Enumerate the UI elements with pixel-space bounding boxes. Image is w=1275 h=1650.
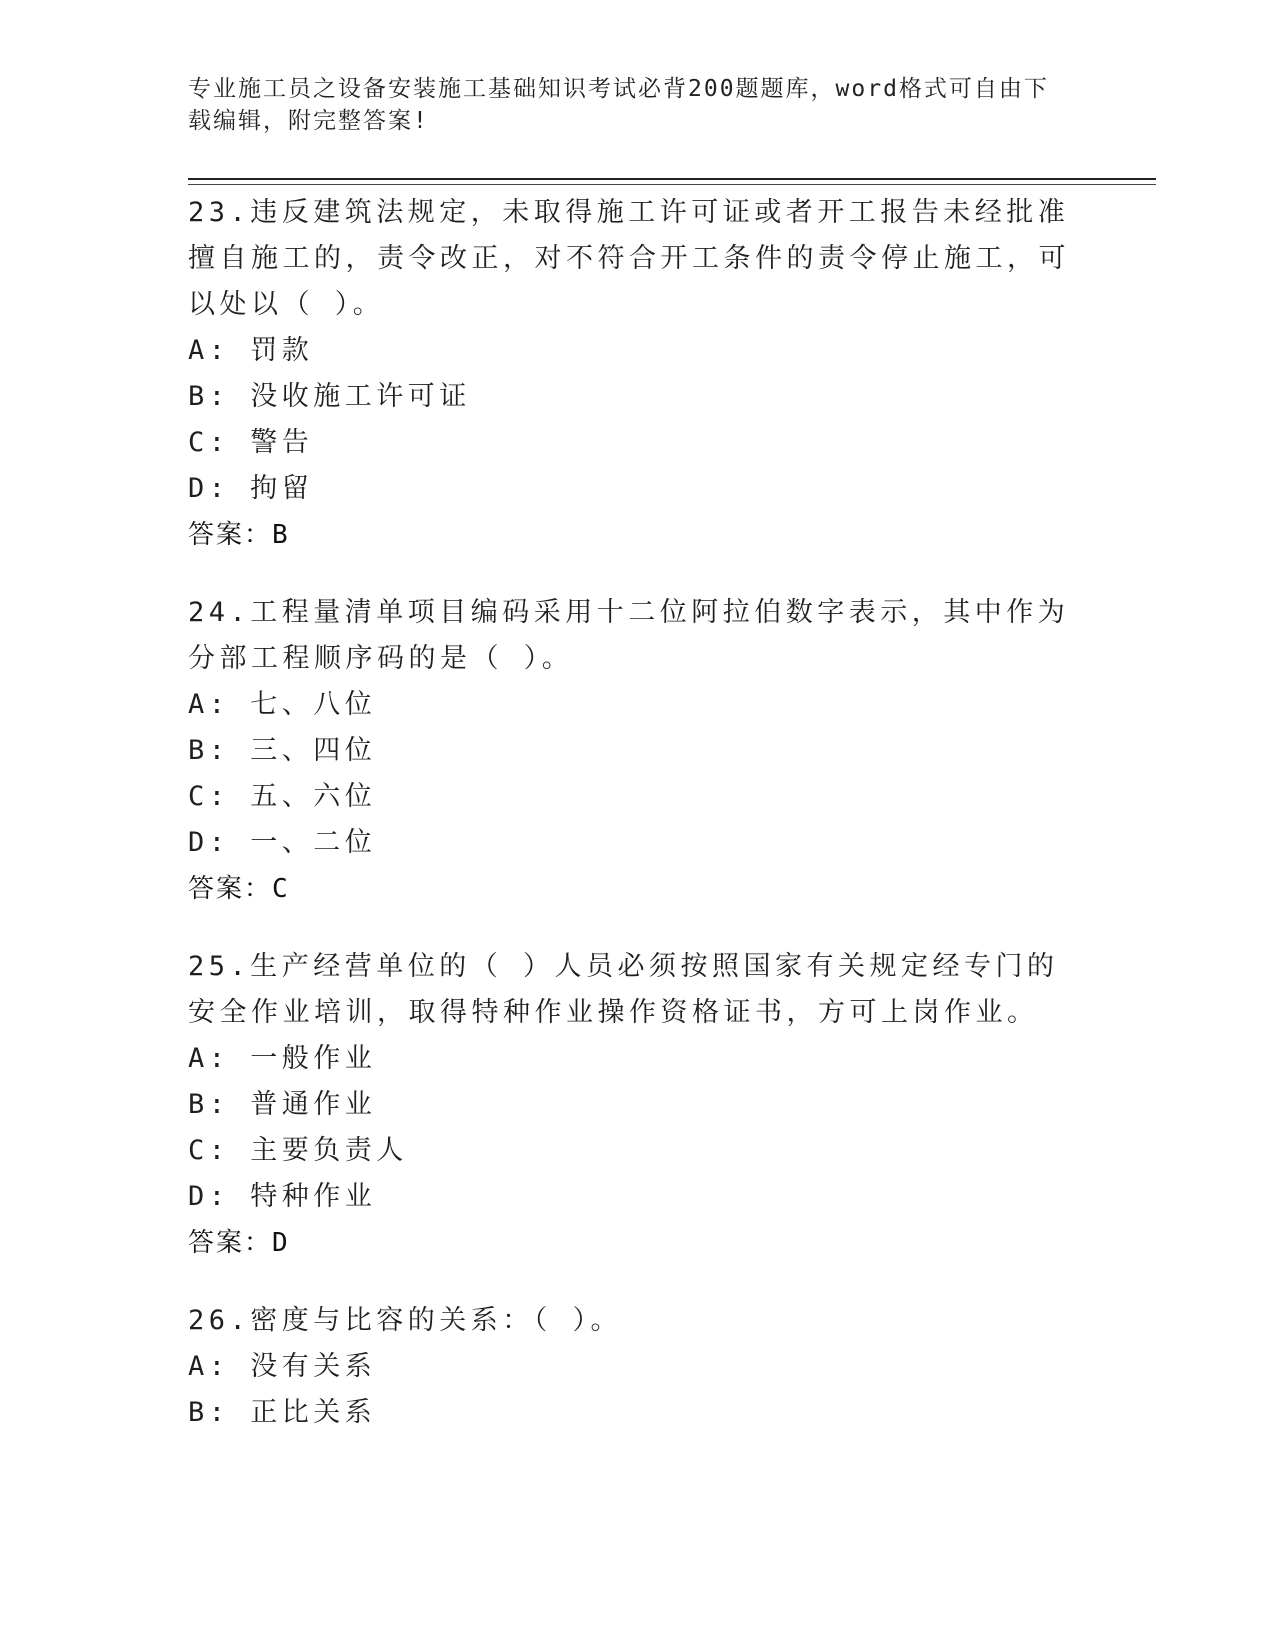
question-25: [188, 944, 1088, 1266]
document-header-title: 专业施工员之设备安装施工基础知识考试必背200题题库，word格式可自由下载编辑，附完整答案!: [188, 76, 1049, 134]
answer-label: 答案：: [188, 1228, 273, 1258]
answer-value: B: [272, 520, 290, 550]
option-a: A: 罚款: [188, 335, 314, 366]
answer-line: [188, 1220, 1088, 1266]
header-divider-thick: [188, 178, 1156, 180]
option-a: A: 七、八位: [188, 689, 377, 720]
answer-line: [188, 866, 1088, 912]
question-26: [188, 1298, 1088, 1436]
option-b: B: 三、四位: [188, 735, 377, 766]
option-c: C: 五、六位: [188, 781, 377, 812]
question-stem: 24.工程量清单项目编码采用十二位阿拉伯数字表示，其中作为分部工程顺序码的是（ ）。: [188, 597, 1070, 674]
option-d: D: 拘留: [188, 473, 314, 504]
answer-value: D: [272, 1228, 290, 1258]
question-stem: 25.生产经营单位的（ ）人员必须按照国家有关规定经专门的安全作业培训，取得特种作业操作资格证书，方可上岗作业。: [188, 951, 1059, 1028]
question-24: [188, 590, 1088, 912]
answer-label: 答案：: [188, 874, 273, 904]
option-b: B: 普通作业: [188, 1089, 377, 1120]
option-b: B: 正比关系: [188, 1397, 377, 1428]
question-stem: 26.密度与比容的关系：（ ）。: [188, 1305, 623, 1336]
option-c: C: 主要负责人: [188, 1135, 408, 1166]
answer-line: [188, 512, 1088, 558]
question-23: [188, 190, 1088, 558]
option-c: C: 警告: [188, 427, 314, 458]
answer-label: 答案：: [188, 520, 273, 550]
question-list: [188, 190, 1088, 1468]
question-stem: 23.违反建筑法规定，未取得施工许可证或者开工报告未经批准擅自施工的，责令改正，对不符合开工条件的责令停止施工，可以处以（ ）。: [188, 197, 1070, 320]
option-b: B: 没收施工许可证: [188, 381, 471, 412]
option-a: A: 没有关系: [188, 1351, 377, 1382]
option-a: A: 一般作业: [188, 1043, 377, 1074]
header-divider-thin: [188, 184, 1156, 185]
option-d: D: 特种作业: [188, 1181, 377, 1212]
answer-value: C: [272, 874, 290, 904]
option-d: D: 一、二位: [188, 827, 377, 858]
